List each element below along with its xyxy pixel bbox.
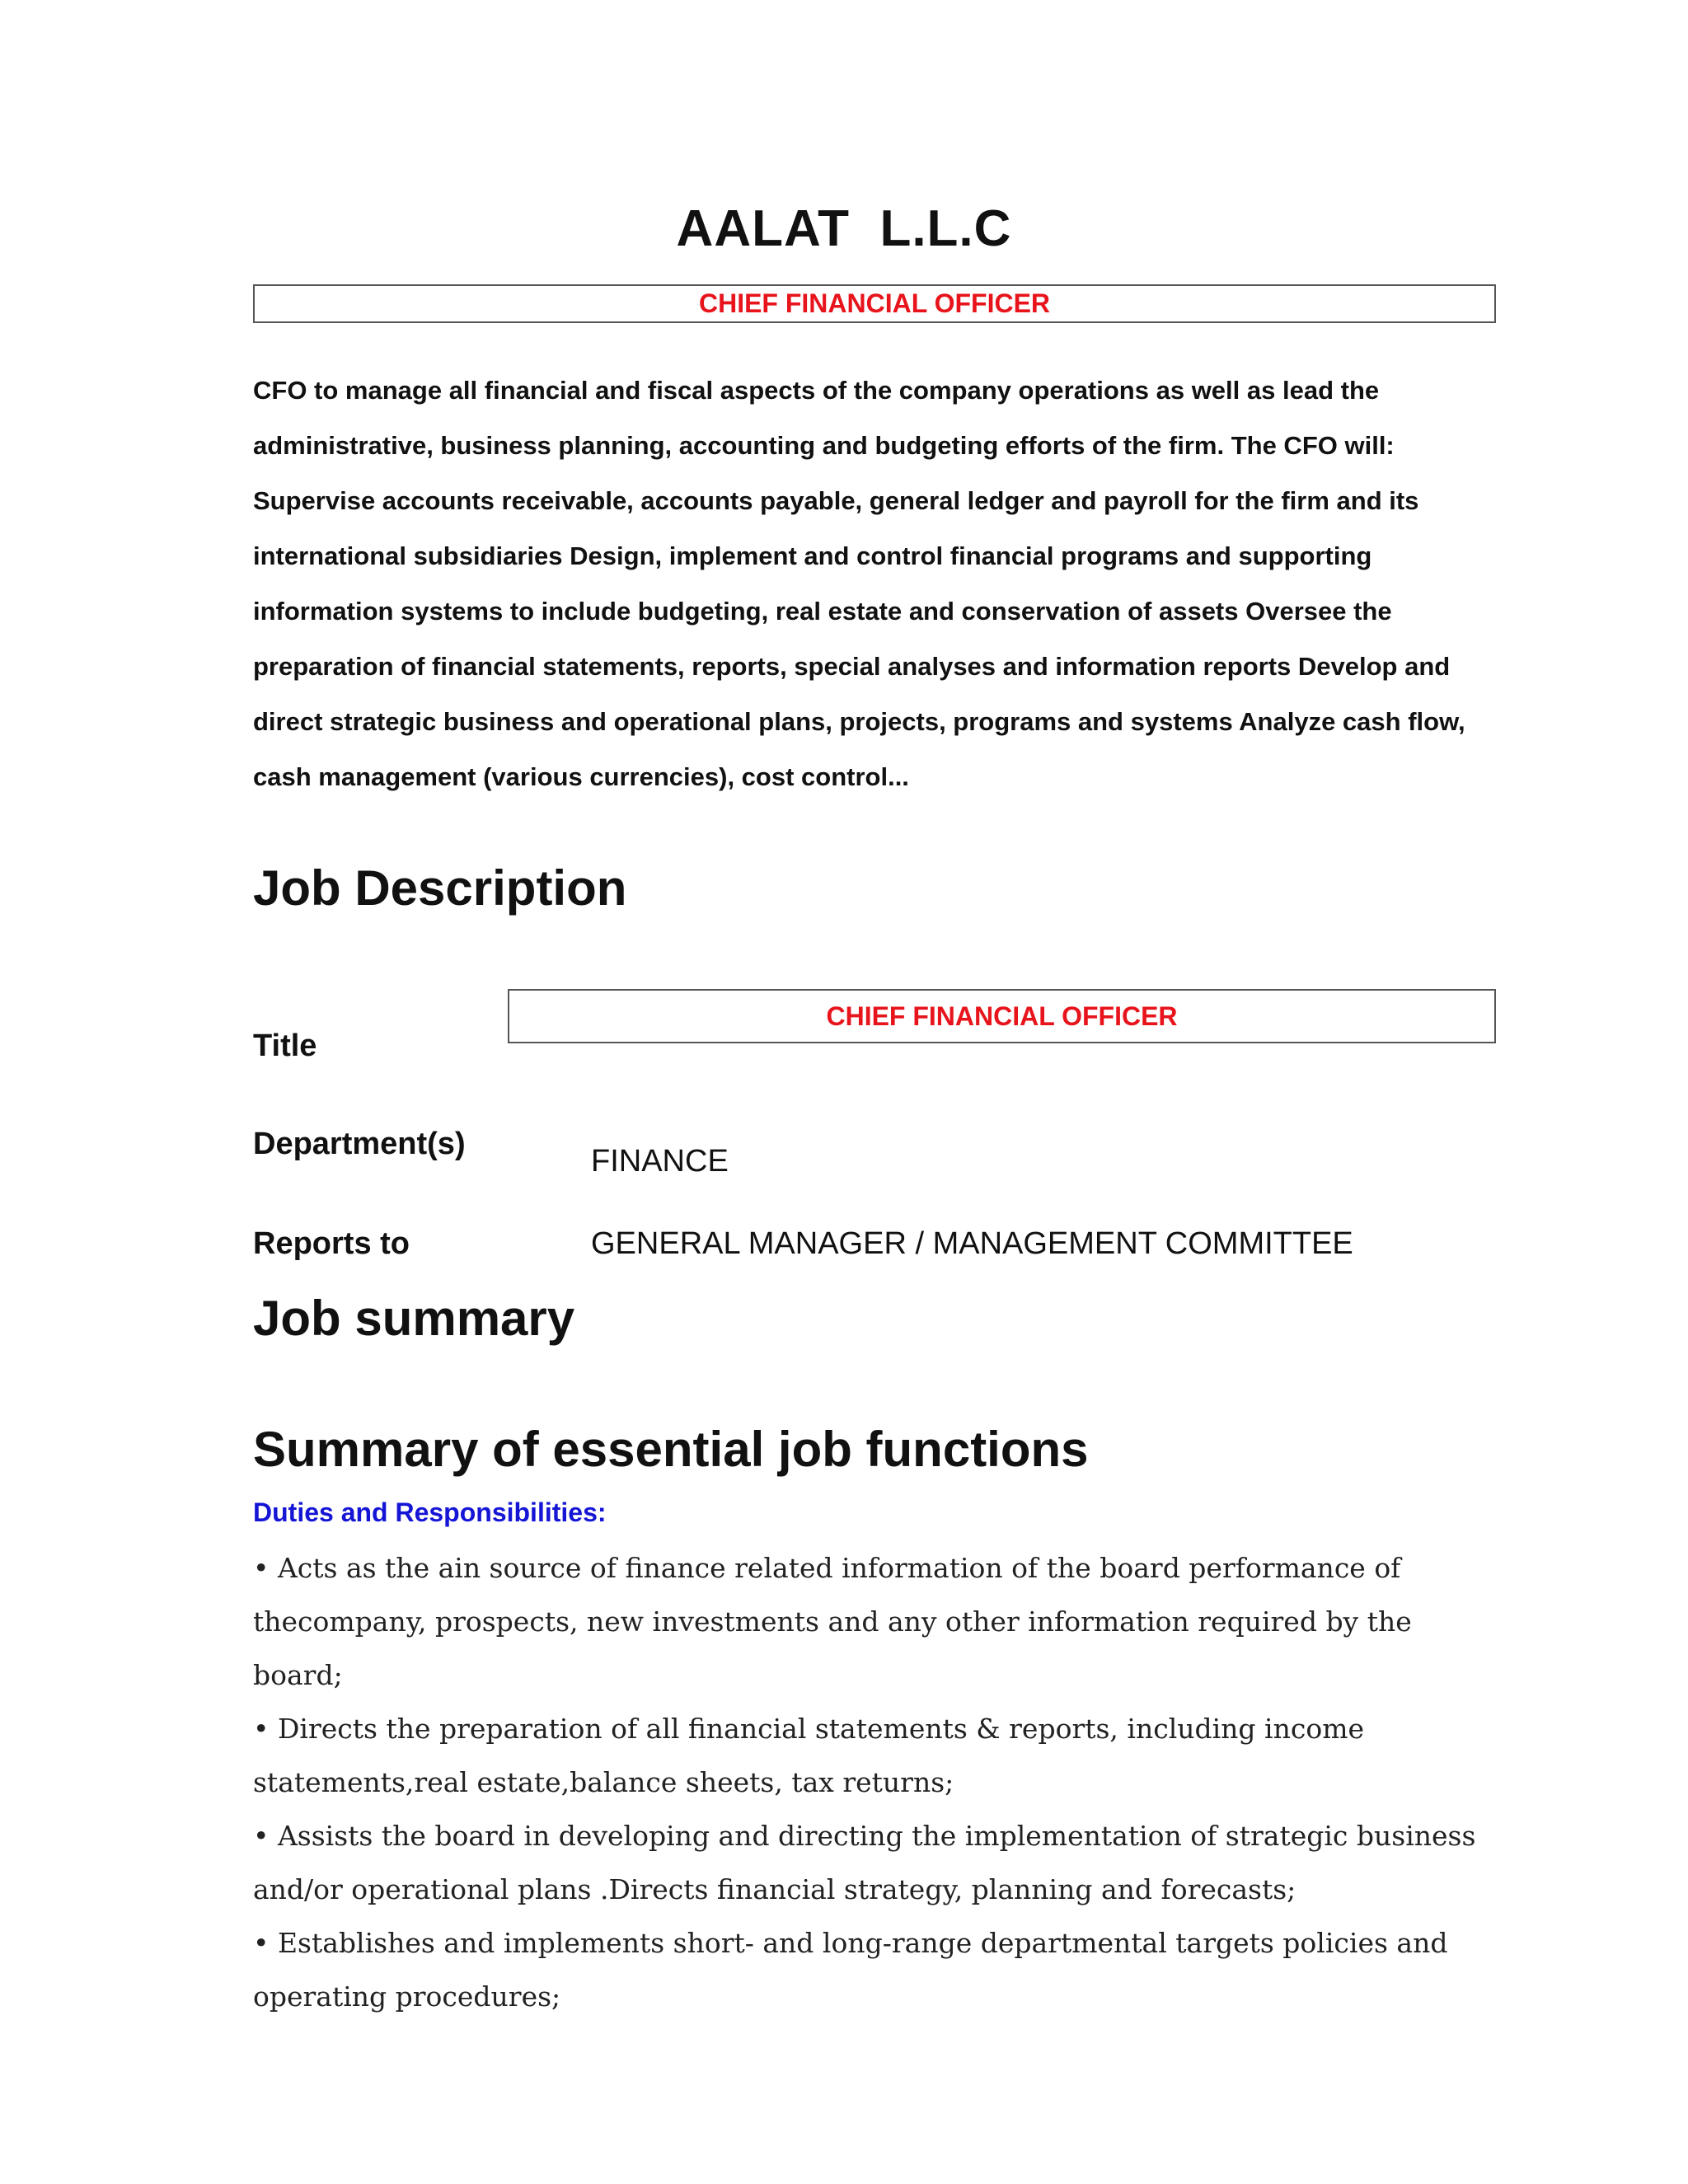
company-name: AALAT L.L.C — [676, 200, 1012, 257]
duty-item: • Directs the preparation of all financial statements & reports, including income statements,real estate,balance sheets, tax returns; — [253, 1713, 1365, 1798]
duty-item: • Acts as the ain source of finance related information of the board performance of thecompany, prospects, new investments and any other information required by the board; — [253, 1552, 1412, 1691]
department-value: FINANCE — [591, 1144, 729, 1179]
department-label: Department(s) — [253, 1127, 466, 1161]
role-banner-text: CHIEF FINANCIAL OFFICER — [698, 288, 1051, 318]
duties-list — [253, 1541, 1506, 2023]
job-summary-heading: Job summary — [253, 1291, 575, 1346]
duty-item: • Assists the board in developing and directing the implementation of strategic business and/or operational plans .Directs financial strategy, planning and forecasts; — [253, 1820, 1476, 1905]
duties-heading: Duties and Responsibilities: — [253, 1497, 607, 1527]
reports-to-label: Reports to — [253, 1226, 410, 1261]
title-label: Title — [253, 1029, 317, 1063]
reports-to-value: GENERAL MANAGER / MANAGEMENT COMMITTEE — [591, 1226, 1353, 1261]
duty-item: • Establishes and implements short- and long-range departmental targets policies and operating procedures; — [253, 1927, 1448, 2013]
job-description-heading: Job Description — [253, 860, 627, 916]
intro-paragraph: CFO to manage all financial and fiscal aspects of the company operations as well as lead the administrative, business planning, accounting and budgeting efforts of the firm. The CFO will: Supervise accounts receivable, accounts payable, general ledger and payroll for the firm and its international subsidiaries Design, implement and control financial programs and supporting information systems to include budgeting, real estate and conservation of assets Oversee the preparation of financial statements, reports, special analyses and information reports Develop and direct strategic business and operational plans, projects, programs and systems Analyze cash flow, cash management (various currencies), cost control... — [253, 376, 1465, 791]
role-banner — [253, 284, 1496, 323]
essential-functions-heading: Summary of essential job functions — [253, 1422, 1089, 1477]
title-value: CHIEF FINANCIAL OFFICER — [826, 1001, 1178, 1031]
title-value-box — [508, 989, 1496, 1043]
